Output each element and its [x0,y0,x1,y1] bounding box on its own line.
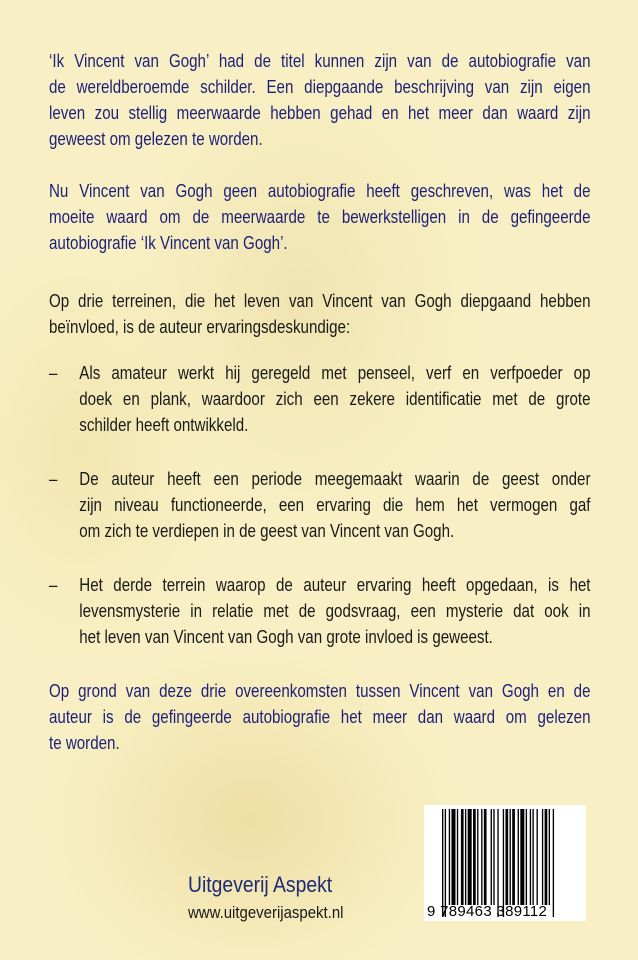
intro-paragraph-1 [49,48,591,152]
text-line: doek en plank, waardoor zich een zekere identificatie met de grote [79,388,591,409]
bullet-dash: – [49,468,58,489]
barcode-bar [449,809,450,905]
text-line: de wereldberoemde schilder. Een diepgaande beschrijving van zijn eigen [49,76,591,97]
barcode-bar [503,809,504,917]
text-line: moeite waard om de meerwaarde te bewerkstelligen in de gefingeerde [49,206,591,227]
intro-paragraph-2 [49,178,591,256]
barcode-bar [520,809,524,905]
barcode-bar [491,809,492,905]
barcode-bar [510,809,511,905]
bullet-item-3 [49,572,591,650]
barcode-bar [473,809,476,905]
barcode-bar [477,809,478,905]
lead-paragraph [49,288,591,340]
barcode-bar [545,809,548,905]
text-line: levensmysterie in relatie met de godsvraag, een mysterie dat ook in [79,600,591,621]
barcode-bar [505,809,508,905]
text-line: Op drie terreinen, die het leven van Vincent van Gogh diepgaand hebben [49,290,591,311]
text-line: auteur is de gefingeerde autobiografie het meer dan waard om gelezen [49,706,591,727]
barcode-bar [445,809,446,917]
publisher-name: Uitgeverij Aspekt [188,872,333,897]
barcode-bar [497,809,498,917]
text-line: zijn niveau functioneerde, een ervaring die hem het vermogen gaf [79,494,591,515]
barcode-bar [518,809,519,905]
text-line: Nu Vincent van Gogh geen autobiografie heeft geschreven, was het de [49,180,591,201]
barcode-bar [512,809,515,905]
text-line: beïnvloed, is de auteur ervaringsdeskundige: [49,316,351,337]
barcode-bar [542,809,543,905]
barcode-digits: 9 789463 389112 [427,903,548,920]
isbn-barcode [424,805,586,921]
barcode-bar [530,809,531,905]
bullet-item-1 [49,360,591,438]
barcode-bar [532,809,533,905]
text-line: schilder heeft ontwikkeld. [79,414,249,435]
text-line: Op grond van deze drie overeenkomsten tussen Vincent van Gogh en de [49,680,591,701]
closing-paragraph [49,678,591,756]
barcode-bar [537,809,538,905]
text-line: leven zou stellig meerwaarde hebben gehad en het meer dan waard zijn [49,102,591,123]
text-line: te worden. [49,732,120,753]
publisher-url[interactable]: www.uitgeverijaspekt.nl [188,903,344,922]
bullet-item-2 [49,466,591,544]
barcode-bar [493,809,494,905]
barcode-bar [465,809,466,905]
barcode-bar [457,809,458,905]
bullet-dash: – [49,574,58,595]
barcode-bar [484,809,487,905]
text-line: Als amateur werkt hij geregeld met penseel, verf en verfpoeder op [79,362,591,383]
text-line: om zich te verdiepen in de geest van Vincent van Gogh. [79,520,455,541]
text-line: De auteur heeft een periode meegemaakt waarin de geest onder [79,468,591,489]
barcode-bar [461,809,464,905]
text-line: het leven van Vincent van Gogh van grote invloed is geweest. [79,626,493,647]
back-cover-text [49,48,591,782]
barcode-bar [468,809,472,905]
barcode-bar [451,809,455,905]
text-line: Het derde terrein waarop de auteur ervaring heeft opgedaan, is het [79,574,591,595]
barcode-bar [481,809,482,905]
barcode-bar [442,809,443,917]
barcode-bar [526,809,527,905]
barcode-bar [553,809,554,917]
text-line: autobiografie ‘Ik Vincent van Gogh’. [49,232,288,253]
barcode-bar [549,809,550,905]
text-line: geweest om gelezen te worden. [49,128,263,149]
text-line: ‘Ik Vincent van Gogh’ had de titel kunnen zijn van de autobiografie van [49,50,591,71]
bullet-dash: – [49,362,58,383]
